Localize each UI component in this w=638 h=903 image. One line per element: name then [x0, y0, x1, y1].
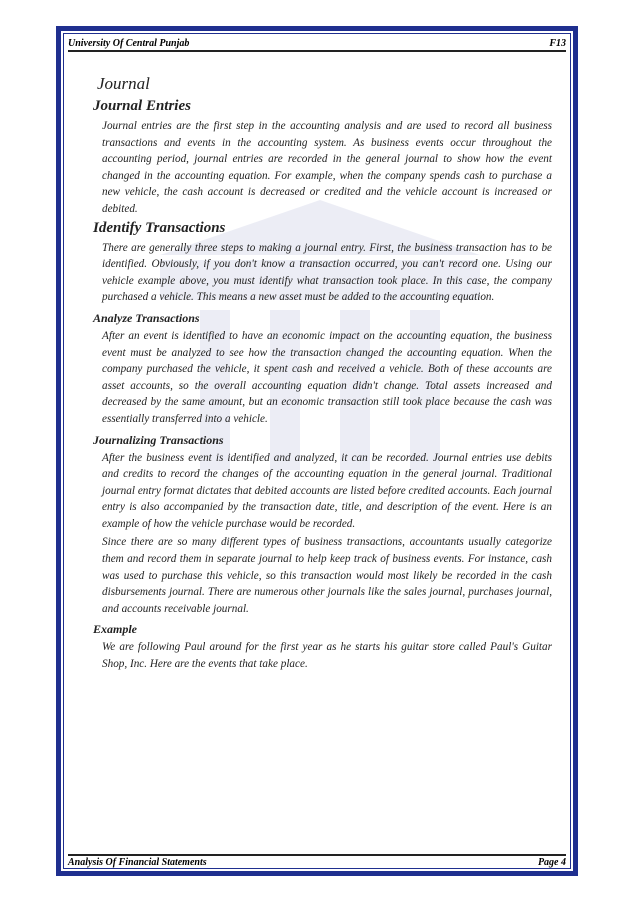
identify-transactions-heading: Identify Transactions [93, 219, 226, 236]
journalizing-text-2: Since there are so many different types of business transactions, accountants usually categorize them and record them in separate journal to help keep track of business events. For instance, cash was used to purchase this vehicle, so this transaction would most likely be recorded in the cash disbursements journal. There are numerous other journals like the sales journal, purchases journal, and accounts receivable journal. [102, 536, 552, 615]
footer-page-number: Page 4 [537, 857, 566, 868]
identify-transactions-text: There are generally three steps to making a journal entry. First, the business transaction has to be identified. Obviously, if you don't know a transaction occurred, you can't record one. Using our vehicle example above, you must identify what transaction took place. In this case, the company purchased a vehicle. This means a new asset must be added to the accounting equation. [102, 241, 552, 304]
journalizing-text-1: After the business event is identified and analyzed, it can be recorded. Journal entries use debits and credits to record the changes of the accounting equation in the general journal. Traditional journal entry format dictates that debited accounts are listed before credited accounts. Each journal entry is also accompanied by the transaction date, title, and description of the event. Here is an example of how the vehicle purchase would be recorded. [102, 451, 552, 530]
page-footer [68, 854, 566, 868]
footer-document-title: Analysis Of Financial Statements [68, 857, 207, 868]
analyze-transactions-text: After an event is identified to have an economic impact on the accounting equation, the business event must be analyzed to see how the transaction changed the accounting equation. When the company purchased the vehicle, it spent cash and received a vehicle. Both of these accounts are asset accounts, so the overall accounting equation didn't change. Total assets increased and decreased by the same amount, but an economic transaction still took place because the cash was essentially transferred into a vehicle. [102, 329, 552, 425]
example-heading: Example [93, 622, 137, 637]
document-body [68, 74, 566, 675]
example-text: We are following Paul around for the first year as he starts his guitar store called Paul's Guitar Shop, Inc. Here are the events that take place. [102, 641, 552, 671]
page-title: Journal [97, 74, 150, 93]
journal-entries-text: Journal entries are the first step in the accounting analysis and are used to record all business transactions and events in the accounting system. As business events occur throughout the accounting period, journal entries are recorded in the general journal to show how the event changed in the accounting equation. For example, when the company spends cash to purchase a new vehicle, the cash account is decreased or credited and the vehicle account is increased or debited. [102, 120, 552, 215]
page-header [68, 38, 566, 52]
journal-entries-heading: Journal Entries [93, 98, 191, 114]
header-code: F13 [549, 38, 566, 49]
journalizing-transactions-heading: Journalizing Transactions [93, 432, 224, 447]
analyze-transactions-heading: Analyze Transactions [93, 310, 200, 325]
header-university: University Of Central Punjab [68, 38, 190, 49]
